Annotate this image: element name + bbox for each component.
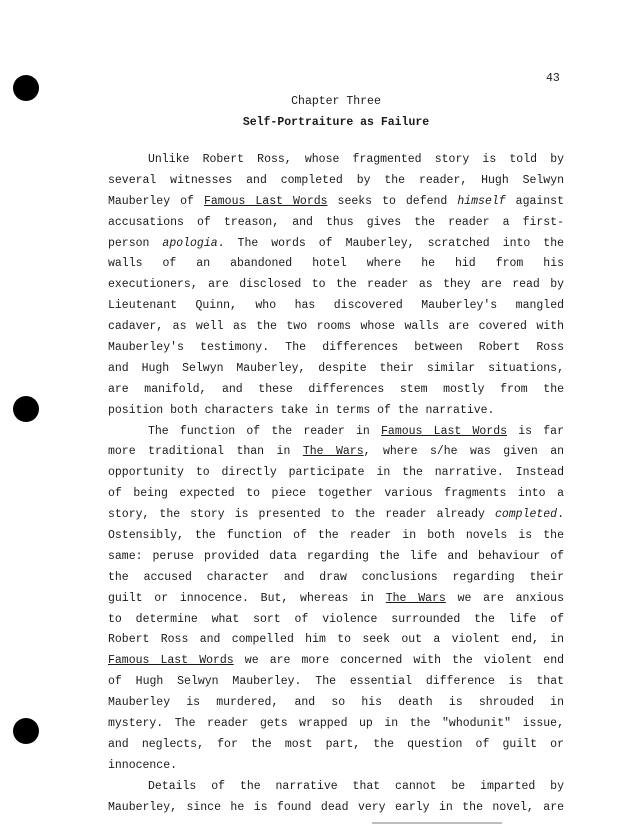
text-line: more traditional than in The Wars, where s/he was given an — [108, 445, 564, 459]
text-line: guilt or innocence. But, whereas in The Wars we are anxious — [108, 591, 564, 605]
text-line: Robert Ross and compelled him to seek out a violent end, in — [108, 633, 564, 647]
text-line: Ostensibly, the function of the reader in both novels is the — [108, 529, 564, 543]
text-line: to determine what sort of violence surrounded the life of — [108, 612, 564, 626]
text-line: person apologia. The words of Mauberley, scratched into the — [108, 236, 565, 250]
chapter-label: Chapter Three — [291, 95, 381, 108]
text-line: Details of the narrative that cannot be imparted by — [148, 779, 564, 793]
text-line: Unlike Robert Ross, whose fragmented story is told by — [148, 153, 564, 166]
text-line: innocence. — [108, 758, 178, 772]
text-line: walls of an abandoned hotel where he hid from his — [108, 257, 564, 271]
text-line: of Hugh Selwyn Mauberley. The essential difference is that — [108, 675, 564, 689]
chapter-title: Self-Portraiture as Failure — [242, 116, 430, 129]
binder-hole — [13, 396, 39, 422]
body-text — [108, 150, 564, 819]
text-line: and Hugh Selwyn Mauberley, despite their similar situations, — [108, 361, 564, 375]
text-line: executioners, are disclosed to the reader as they are read by — [108, 278, 564, 292]
text-line: of being expected to piece together various fragments into a — [108, 487, 564, 501]
book-title: The Wars — [385, 591, 446, 605]
text-line: and neglects, for the most part, the question of guilt or — [108, 737, 564, 751]
text-line: cadaver, as well as the two rooms whose walls are covered with — [108, 320, 564, 334]
text-line: accusations of treason, and thus gives the reader a first- — [108, 215, 564, 229]
text-line: mystery. The reader gets wrapped up in the "whodunit" issue, — [108, 717, 564, 731]
text-line: opportunity to directly participate in the narrative. Instead — [108, 466, 564, 480]
text-line: same: peruse provided data regarding the life and behaviour of — [108, 549, 564, 563]
text-line: the accused character and draw conclusions regarding their — [108, 570, 564, 584]
page-number: 43 — [546, 72, 560, 85]
binder-hole — [13, 718, 39, 744]
text-line: Lieutenant Quinn, who has discovered Mauberley's mangled — [108, 299, 564, 313]
text-line: Mauberley's testimony. The differences between Robert Ross — [108, 341, 564, 355]
text-line: several witnesses and completed by the reader, Hugh Selwyn — [108, 173, 564, 187]
book-title: Famous Last Words — [381, 424, 508, 438]
book-title: Famous Last Words — [108, 654, 234, 668]
text-line: story, the story is presented to the reader already completed. — [108, 508, 564, 522]
text-line: Mauberley, since he is found dead very early in the novel, are — [108, 800, 564, 814]
scan-artifact — [372, 822, 502, 824]
text-line: Famous Last Words we are more concerned with the violent end — [108, 654, 565, 668]
text-line: Mauberley of Famous Last Words seeks to defend himself against — [108, 194, 564, 208]
book-title: The Wars — [302, 445, 364, 459]
text-line: are manifold, and these differences stem mostly from the — [108, 382, 564, 396]
text-line: position both characters take in terms of the narrative. — [108, 403, 495, 417]
book-title: Famous Last Words — [203, 194, 328, 208]
text-line: Mauberley is murdered, and so his death is shrouded in — [108, 696, 564, 710]
text-line: The function of the reader in Famous Last Words is far — [148, 424, 564, 438]
